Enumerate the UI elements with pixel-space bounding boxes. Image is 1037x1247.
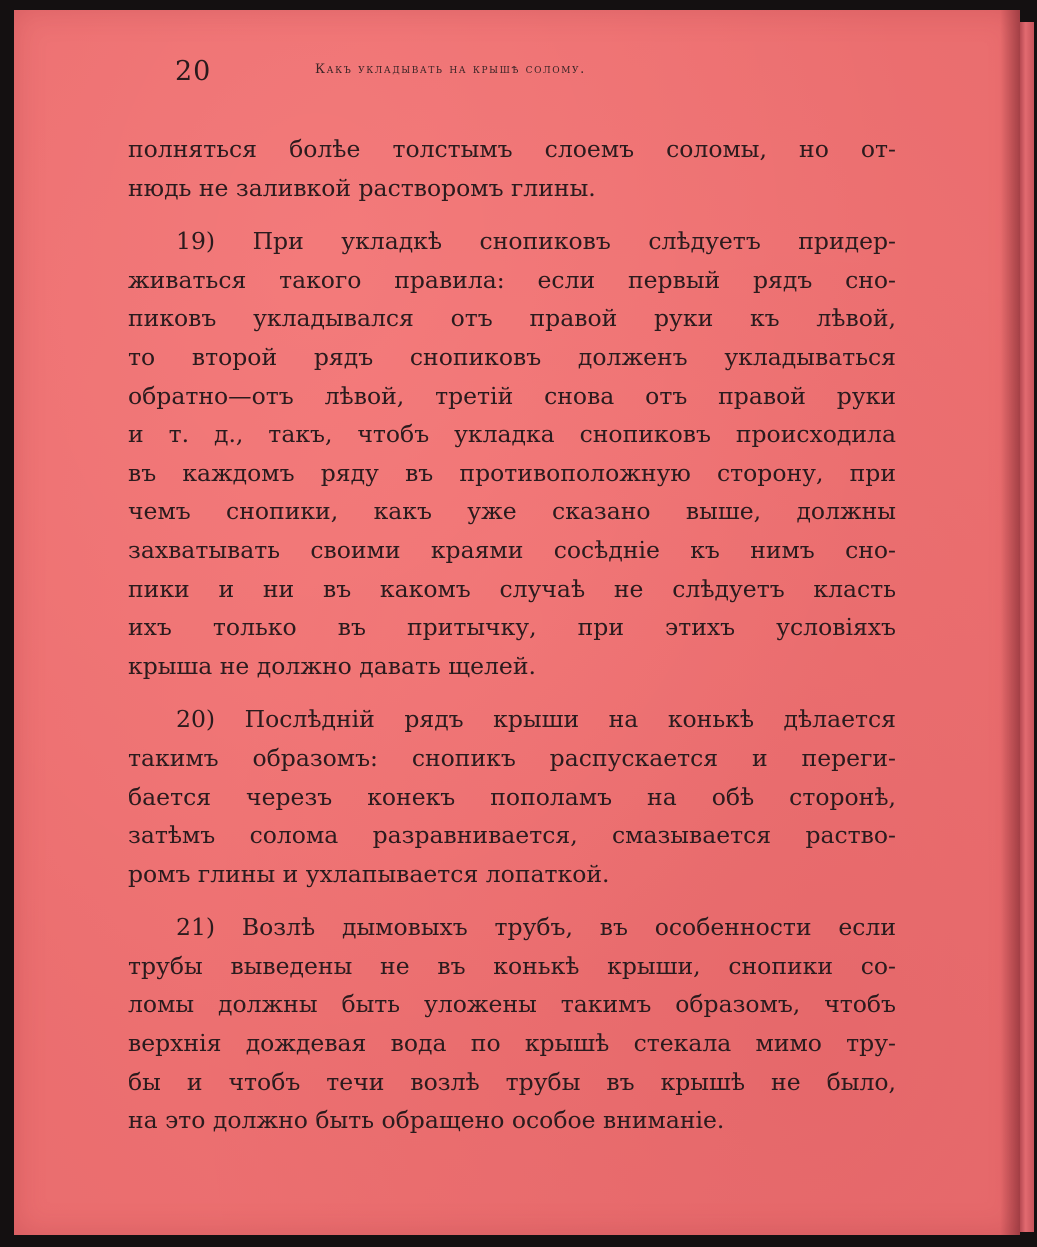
text-line: на это должно быть обращено особое вниманіе. (128, 1106, 725, 1135)
text-line: верхнія дождевая вода по крышѣ стекала мимо тру- (128, 1029, 896, 1058)
text-line: ломы должны быть уложены такимъ образомъ, чтобъ (128, 990, 896, 1019)
text-line: нюдь не заливкой растворомъ глины. (128, 173, 596, 202)
text-line: и т. д., такъ, чтобъ укладка снопиковъ происходила (128, 420, 896, 449)
adjacent-page-edge (1020, 22, 1034, 1232)
body-text (128, 130, 896, 1140)
text-line: пики и ни въ какомъ случаѣ не слѣдуетъ класть (128, 574, 896, 603)
page-header (175, 56, 735, 92)
text-line: ихъ только въ притычку, при этихъ условіяхъ (128, 613, 896, 642)
running-head: Какъ укладывать на крышѣ солому. (315, 62, 586, 77)
text-line: крыша не должно давать щелей. (128, 651, 536, 680)
text-line: полняться болѣе толстымъ слоемъ соломы, но от- (128, 135, 896, 163)
text-line: затѣмъ солома разравнивается, смазывается раство- (128, 821, 896, 850)
text-line: пиковъ укладывался отъ правой руки къ лѣвой, (128, 304, 896, 333)
text-line: обратно—отъ лѣвой, третій снова отъ правой руки (128, 381, 896, 410)
text-line: 19) При укладкѣ снопиковъ слѣдуетъ придер- (176, 227, 896, 256)
text-line: такимъ образомъ: снопикъ распускается и переги- (128, 743, 896, 772)
paragraph-21 (128, 908, 896, 1140)
page-number: 20 (175, 56, 212, 87)
text-line: 20) Послѣдній рядъ крыши на конькѣ дѣлается (176, 705, 896, 734)
text-line: трубы выведены не въ конькѣ крыши, снопики со- (128, 951, 896, 980)
paragraph-19 (128, 222, 896, 685)
text-line: бы и чтобъ течи возлѣ трубы въ крышѣ не было, (128, 1067, 896, 1096)
paragraph-20 (128, 700, 896, 893)
text-line: захватывать своими краями сосѣдніе къ нимъ сно- (128, 535, 896, 564)
text-line: бается черезъ конекъ пополамъ на обѣ сторонѣ, (128, 782, 896, 811)
text-line: ромъ глины и ухлапывается лопаткой. (128, 859, 610, 888)
text-line: въ каждомъ ряду въ противоположную сторону, при (128, 458, 896, 487)
text-line: 21) Возлѣ дымовыхъ трубъ, въ особенности если (176, 913, 896, 942)
paragraph-continuation (128, 130, 896, 207)
text-line: то второй рядъ снопиковъ долженъ укладываться (128, 342, 896, 371)
text-line: чемъ снопики, какъ уже сказано выше, должны (128, 497, 896, 526)
gutter-shadow (1000, 10, 1020, 1235)
text-line: живаться такого правила: если первый рядъ сно- (128, 265, 896, 294)
